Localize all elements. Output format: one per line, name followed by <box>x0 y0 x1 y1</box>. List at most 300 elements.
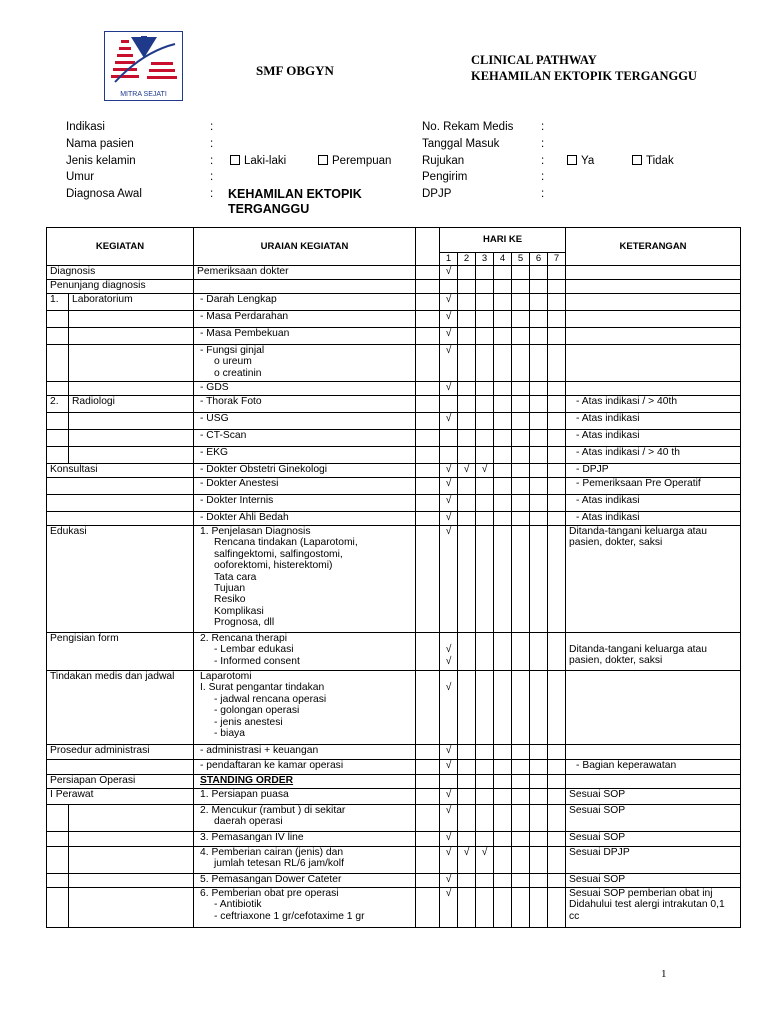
day-1-cell[interactable] <box>440 888 458 928</box>
gender-option-male[interactable] <box>230 155 286 167</box>
day-1-cell[interactable] <box>440 294 458 311</box>
day-7-cell[interactable] <box>548 447 566 464</box>
day-2-cell[interactable] <box>458 805 476 832</box>
day-2-cell[interactable] <box>458 495 476 512</box>
day-5-cell[interactable] <box>512 478 530 495</box>
day-6-cell[interactable] <box>530 413 548 430</box>
day-3-cell[interactable] <box>476 775 494 789</box>
day-6-cell[interactable] <box>530 633 548 671</box>
day-6-cell[interactable] <box>530 382 548 396</box>
spacer-cell <box>416 396 440 413</box>
day-5-cell[interactable] <box>512 512 530 526</box>
day-4-cell[interactable] <box>494 495 512 512</box>
day-6-cell[interactable] <box>530 447 548 464</box>
day-4-cell[interactable] <box>494 345 512 382</box>
day-5-cell[interactable] <box>512 874 530 888</box>
day-6-cell[interactable] <box>530 775 548 789</box>
day-6-cell[interactable] <box>530 430 548 447</box>
empty-cell <box>47 888 69 928</box>
day-4-cell[interactable] <box>494 396 512 413</box>
day-5-cell[interactable] <box>512 847 530 874</box>
day-7-cell[interactable] <box>548 413 566 430</box>
description-text: 4. Pemberian cairan (jenis) dan <box>200 847 344 858</box>
referral-option-no[interactable] <box>632 155 674 167</box>
day-3-cell[interactable] <box>476 345 494 382</box>
remarks <box>566 266 741 280</box>
day-4-cell[interactable] <box>494 447 512 464</box>
day-7-cell[interactable] <box>548 382 566 396</box>
day-7-cell[interactable] <box>548 311 566 328</box>
remarks: - Atas indikasi <box>566 430 741 447</box>
activity-name: Konsultasi <box>47 464 194 478</box>
day-5-cell[interactable] <box>512 280 530 294</box>
spacer-cell <box>416 328 440 345</box>
day-4-cell[interactable] <box>494 478 512 495</box>
day-5-cell[interactable] <box>512 526 530 633</box>
remarks: Sesuai DPJP <box>566 847 741 874</box>
day-3-cell[interactable] <box>476 874 494 888</box>
info-label-diagnosa-awal: Diagnosa Awal <box>66 188 142 200</box>
day-1-cell[interactable] <box>440 382 458 396</box>
day-1-cell[interactable] <box>440 266 458 280</box>
department-title: SMF OBGYN <box>256 63 334 78</box>
day-6-cell[interactable] <box>530 328 548 345</box>
day-1-cell[interactable] <box>440 447 458 464</box>
day-4-cell[interactable] <box>494 775 512 789</box>
checkbox-icon[interactable] <box>567 155 577 165</box>
day-5-cell[interactable] <box>512 888 530 928</box>
remarks <box>566 328 741 345</box>
table-row <box>47 633 741 671</box>
day-7-cell[interactable] <box>548 345 566 382</box>
description-subitem: - golongan operasi <box>214 705 300 717</box>
description-text: - pendaftaran ke kamar operasi <box>200 760 344 771</box>
checkmark-icon: √ <box>445 464 452 475</box>
day-5-cell[interactable] <box>512 775 530 789</box>
day-4-cell[interactable] <box>494 874 512 888</box>
description-text: Pemeriksaan dokter <box>197 266 289 277</box>
day-2-cell[interactable] <box>458 266 476 280</box>
day-3-cell[interactable] <box>476 396 494 413</box>
day-6-cell[interactable] <box>530 294 548 311</box>
day-2-cell[interactable] <box>458 478 476 495</box>
day-4-cell[interactable] <box>494 760 512 775</box>
day-4-cell[interactable] <box>494 382 512 396</box>
day-6-cell[interactable] <box>530 847 548 874</box>
spacer-cell <box>416 847 440 874</box>
spacer-cell <box>416 888 440 928</box>
empty-cell <box>47 328 69 345</box>
pathway-table <box>46 227 741 928</box>
day-7-cell[interactable] <box>548 874 566 888</box>
description-text: - Masa Perdarahan <box>200 311 289 322</box>
day-5-cell[interactable] <box>512 382 530 396</box>
day-6-cell[interactable] <box>530 789 548 805</box>
day-2-cell[interactable] <box>458 512 476 526</box>
document-title: CLINICAL PATHWAY <box>471 53 597 67</box>
day-5-cell[interactable] <box>512 328 530 345</box>
day-3-cell[interactable] <box>476 280 494 294</box>
description-subitem: o ureum <box>214 356 252 368</box>
day-1-cell[interactable] <box>440 413 458 430</box>
day-3-cell[interactable] <box>476 512 494 526</box>
info-colon: : <box>210 121 214 133</box>
day-4-cell[interactable] <box>494 633 512 671</box>
day-2-cell[interactable] <box>458 413 476 430</box>
day-header: 1 <box>440 253 458 266</box>
day-4-cell[interactable] <box>494 464 512 478</box>
day-4-cell[interactable] <box>494 832 512 847</box>
day-6-cell[interactable] <box>530 874 548 888</box>
description-subitem: - ceftriaxone 1 gr/cefotaxime 1 gr <box>214 910 365 922</box>
day-5-cell[interactable] <box>512 760 530 775</box>
day-4-cell[interactable] <box>494 311 512 328</box>
day-2-cell[interactable] <box>458 294 476 311</box>
table-row <box>47 345 741 382</box>
spacer-cell <box>416 447 440 464</box>
day-5-cell[interactable] <box>512 495 530 512</box>
day-2-cell[interactable] <box>458 760 476 775</box>
day-7-cell[interactable] <box>548 512 566 526</box>
checkmark-icon: √ <box>445 888 452 899</box>
day-1-cell[interactable] <box>440 512 458 526</box>
day-2-cell[interactable] <box>458 832 476 847</box>
day-7-cell[interactable] <box>548 760 566 775</box>
table-row <box>47 526 741 633</box>
day-7-cell[interactable] <box>548 266 566 280</box>
checkbox-icon[interactable] <box>230 155 240 165</box>
day-1-cell[interactable] <box>440 328 458 345</box>
description-text: 1. Persiapan puasa <box>200 789 289 800</box>
checkmark-icon: √ <box>445 655 452 667</box>
day-4-cell[interactable] <box>494 745 512 760</box>
day-1-cell[interactable] <box>440 495 458 512</box>
description-subitem: - Antibiotik <box>214 899 262 911</box>
day-6-cell[interactable] <box>530 464 548 478</box>
day-7-cell[interactable] <box>548 847 566 874</box>
day-1-cell[interactable] <box>440 832 458 847</box>
day-4-cell[interactable] <box>494 328 512 345</box>
day-3-cell[interactable] <box>476 526 494 633</box>
day-7-cell[interactable] <box>548 775 566 789</box>
activity-description <box>194 512 416 526</box>
day-1-cell[interactable] <box>440 478 458 495</box>
day-7-cell[interactable] <box>548 280 566 294</box>
day-2-cell[interactable] <box>458 775 476 789</box>
remarks <box>566 382 741 396</box>
header-spacer <box>416 228 440 266</box>
day-4-cell[interactable] <box>494 888 512 928</box>
day-5-cell[interactable] <box>512 671 530 745</box>
day-3-cell[interactable] <box>476 430 494 447</box>
day-5-cell[interactable] <box>512 745 530 760</box>
info-label-tanggal-masuk: Tanggal Masuk <box>422 138 500 150</box>
day-2-cell[interactable] <box>458 874 476 888</box>
day-3-cell[interactable] <box>476 888 494 928</box>
table-row <box>47 495 741 512</box>
info-label-indikasi: Indikasi <box>66 121 105 133</box>
table-row <box>47 430 741 447</box>
day-3-cell[interactable] <box>476 266 494 280</box>
day-7-cell[interactable] <box>548 832 566 847</box>
info-colon: : <box>210 171 214 183</box>
day-5-cell[interactable] <box>512 633 530 671</box>
row-number: 2. <box>47 396 69 413</box>
day-1-cell[interactable] <box>440 789 458 805</box>
day-7-cell[interactable] <box>548 430 566 447</box>
day-3-cell[interactable] <box>476 805 494 832</box>
day-5-cell[interactable] <box>512 464 530 478</box>
day-2-cell[interactable] <box>458 345 476 382</box>
activity-name: I Perawat <box>47 789 194 805</box>
spacer-cell <box>416 760 440 775</box>
day-4-cell[interactable] <box>494 805 512 832</box>
info-colon: : <box>541 188 545 200</box>
checkmark-icon: √ <box>445 328 452 339</box>
description-subitem: daerah operasi <box>214 816 283 828</box>
day-4-cell[interactable] <box>494 847 512 874</box>
remarks: - Atas indikasi / > 40th <box>566 396 741 413</box>
spacer <box>440 633 457 644</box>
day-3-cell[interactable] <box>476 478 494 495</box>
checkbox-icon[interactable] <box>318 155 328 165</box>
activity-description <box>194 413 416 430</box>
day-1-cell[interactable] <box>440 311 458 328</box>
day-3-cell[interactable] <box>476 847 494 874</box>
day-7-cell[interactable] <box>548 789 566 805</box>
header-kegiatan: KEGIATAN <box>47 228 194 266</box>
empty-cell <box>47 847 69 874</box>
day-2-cell[interactable] <box>458 382 476 396</box>
day-7-cell[interactable] <box>548 294 566 311</box>
empty-cell <box>47 345 69 382</box>
day-6-cell[interactable] <box>530 526 548 633</box>
day-1-cell[interactable] <box>440 396 458 413</box>
remarks <box>566 671 741 745</box>
gender-option-female[interactable] <box>318 155 391 167</box>
description-subitem: Tata cara <box>214 571 257 583</box>
checkmark-icon: √ <box>445 512 452 523</box>
day-2-cell[interactable] <box>458 671 476 745</box>
activity-description <box>194 266 416 280</box>
day-1-cell[interactable] <box>440 526 458 633</box>
spacer-cell <box>416 294 440 311</box>
day-2-cell[interactable] <box>458 328 476 345</box>
description-subitem: Tujuan <box>214 583 246 595</box>
info-label-jenis-kelamin: Jenis kelamin <box>66 155 136 167</box>
description-text: 5. Pemasangan Dower Cateter <box>200 874 342 885</box>
day-5-cell[interactable] <box>512 447 530 464</box>
activity-description <box>194 311 416 328</box>
empty-cell <box>69 805 194 832</box>
diagnosis-value-line1: KEHAMILAN EKTOPIK <box>228 187 362 201</box>
day-3-cell[interactable] <box>476 413 494 430</box>
empty-cell <box>47 832 69 847</box>
day-5-cell[interactable] <box>512 311 530 328</box>
day-3-cell[interactable] <box>476 294 494 311</box>
day-7-cell[interactable] <box>548 745 566 760</box>
day-3-cell[interactable] <box>476 382 494 396</box>
day-6-cell[interactable] <box>530 396 548 413</box>
day-7-cell[interactable] <box>548 464 566 478</box>
activity-name: Persiapan Operasi <box>47 775 194 789</box>
day-3-cell[interactable] <box>476 760 494 775</box>
day-5-cell[interactable] <box>512 345 530 382</box>
day-7-cell[interactable] <box>548 526 566 633</box>
day-7-cell[interactable] <box>548 328 566 345</box>
day-2-cell[interactable] <box>458 633 476 671</box>
day-6-cell[interactable] <box>530 266 548 280</box>
checkmark-icon: √ <box>463 847 470 858</box>
day-4-cell[interactable] <box>494 266 512 280</box>
gender-option-female-label: Perempuan <box>332 155 392 167</box>
day-1-cell[interactable] <box>440 671 458 745</box>
day-5-cell[interactable] <box>512 789 530 805</box>
day-7-cell[interactable] <box>548 396 566 413</box>
day-7-cell[interactable] <box>548 671 566 745</box>
day-3-cell[interactable] <box>476 745 494 760</box>
day-6-cell[interactable] <box>530 671 548 745</box>
day-2-cell[interactable] <box>458 311 476 328</box>
day-2-cell[interactable] <box>458 396 476 413</box>
day-2-cell[interactable] <box>458 526 476 633</box>
day-3-cell[interactable] <box>476 832 494 847</box>
day-3-cell[interactable] <box>476 464 494 478</box>
day-6-cell[interactable] <box>530 745 548 760</box>
referral-option-yes[interactable] <box>567 155 594 167</box>
remarks: - Atas indikasi <box>566 495 741 512</box>
day-2-cell[interactable] <box>458 888 476 928</box>
table-row <box>47 464 741 478</box>
description-subitem: - biaya <box>214 728 245 740</box>
day-6-cell[interactable] <box>530 478 548 495</box>
day-6-cell[interactable] <box>530 512 548 526</box>
day-7-cell[interactable] <box>548 888 566 928</box>
day-3-cell[interactable] <box>476 671 494 745</box>
day-3-cell[interactable] <box>476 633 494 671</box>
remarks <box>566 294 741 311</box>
remarks <box>566 311 741 328</box>
remarks: Sesuai SOP <box>566 805 741 832</box>
checkmark-icon: √ <box>445 413 452 424</box>
day-3-cell[interactable] <box>476 311 494 328</box>
day-6-cell[interactable] <box>530 760 548 775</box>
day-4-cell[interactable] <box>494 789 512 805</box>
day-7-cell[interactable] <box>548 478 566 495</box>
description-subitem: Prognosa, dll <box>214 617 275 629</box>
checkmark-icon: √ <box>445 495 452 506</box>
description-subitem: Resiko <box>214 594 246 606</box>
table-row <box>47 413 741 430</box>
day-5-cell[interactable] <box>512 430 530 447</box>
spacer-cell <box>416 266 440 280</box>
day-1-cell[interactable] <box>440 345 458 382</box>
table-row <box>47 874 741 888</box>
day-1-cell[interactable] <box>440 874 458 888</box>
empty-cell <box>69 311 194 328</box>
day-4-cell[interactable] <box>494 280 512 294</box>
checkbox-icon[interactable] <box>632 155 642 165</box>
info-label-nama-pasien: Nama pasien <box>66 138 134 150</box>
info-label-no-rekam-medis: No. Rekam Medis <box>422 121 514 133</box>
day-3-cell[interactable] <box>476 328 494 345</box>
day-2-cell[interactable] <box>458 430 476 447</box>
day-2-cell[interactable] <box>458 447 476 464</box>
day-7-cell[interactable] <box>548 805 566 832</box>
day-4-cell[interactable] <box>494 526 512 633</box>
description-subitem: - jenis anestesi <box>214 716 283 728</box>
day-1-cell[interactable] <box>440 805 458 832</box>
info-label-pengirim: Pengirim <box>422 171 468 183</box>
day-4-cell[interactable] <box>494 413 512 430</box>
day-2-cell[interactable] <box>458 464 476 478</box>
activity-description <box>194 888 416 928</box>
day-7-cell[interactable] <box>548 633 566 671</box>
day-4-cell[interactable] <box>494 430 512 447</box>
day-6-cell[interactable] <box>530 832 548 847</box>
empty-cell <box>47 760 194 775</box>
checkmark-icon: √ <box>445 745 452 756</box>
day-1-cell[interactable] <box>440 464 458 478</box>
day-2-cell[interactable] <box>458 280 476 294</box>
day-2-cell[interactable] <box>458 847 476 874</box>
day-1-cell[interactable] <box>440 760 458 775</box>
empty-cell <box>69 874 194 888</box>
day-6-cell[interactable] <box>530 805 548 832</box>
day-5-cell[interactable] <box>512 396 530 413</box>
day-3-cell[interactable] <box>476 447 494 464</box>
day-1-cell[interactable] <box>440 745 458 760</box>
description-text: - Fungsi ginjal <box>200 345 265 356</box>
day-1-cell[interactable] <box>440 430 458 447</box>
referral-option-no-label: Tidak <box>646 155 674 167</box>
activity-description <box>194 294 416 311</box>
day-1-cell[interactable] <box>440 280 458 294</box>
day-4-cell[interactable] <box>494 294 512 311</box>
description-subitem: - jadwal rencana operasi <box>214 693 327 705</box>
day-4-cell[interactable] <box>494 671 512 745</box>
day-6-cell[interactable] <box>530 888 548 928</box>
checkmark-icon: √ <box>445 760 452 771</box>
day-2-cell[interactable] <box>458 789 476 805</box>
day-2-cell[interactable] <box>458 745 476 760</box>
day-1-cell[interactable] <box>440 633 458 671</box>
day-1-cell[interactable] <box>440 847 458 874</box>
day-5-cell[interactable] <box>512 832 530 847</box>
empty-cell <box>69 328 194 345</box>
day-6-cell[interactable] <box>530 345 548 382</box>
day-4-cell[interactable] <box>494 512 512 526</box>
day-7-cell[interactable] <box>548 495 566 512</box>
empty-cell <box>69 447 194 464</box>
remarks: Sesuai SOP <box>566 832 741 847</box>
info-colon: : <box>541 121 545 133</box>
day-6-cell[interactable] <box>530 311 548 328</box>
activity-description <box>194 805 416 832</box>
day-3-cell[interactable] <box>476 495 494 512</box>
day-5-cell[interactable] <box>512 294 530 311</box>
table-row <box>47 805 741 832</box>
day-5-cell[interactable] <box>512 805 530 832</box>
day-3-cell[interactable] <box>476 789 494 805</box>
day-5-cell[interactable] <box>512 413 530 430</box>
remarks: Sesuai SOP <box>566 789 741 805</box>
day-5-cell[interactable] <box>512 266 530 280</box>
referral-option-yes-label: Ya <box>581 155 595 167</box>
day-6-cell[interactable] <box>530 280 548 294</box>
day-1-cell[interactable] <box>440 775 458 789</box>
day-6-cell[interactable] <box>530 495 548 512</box>
